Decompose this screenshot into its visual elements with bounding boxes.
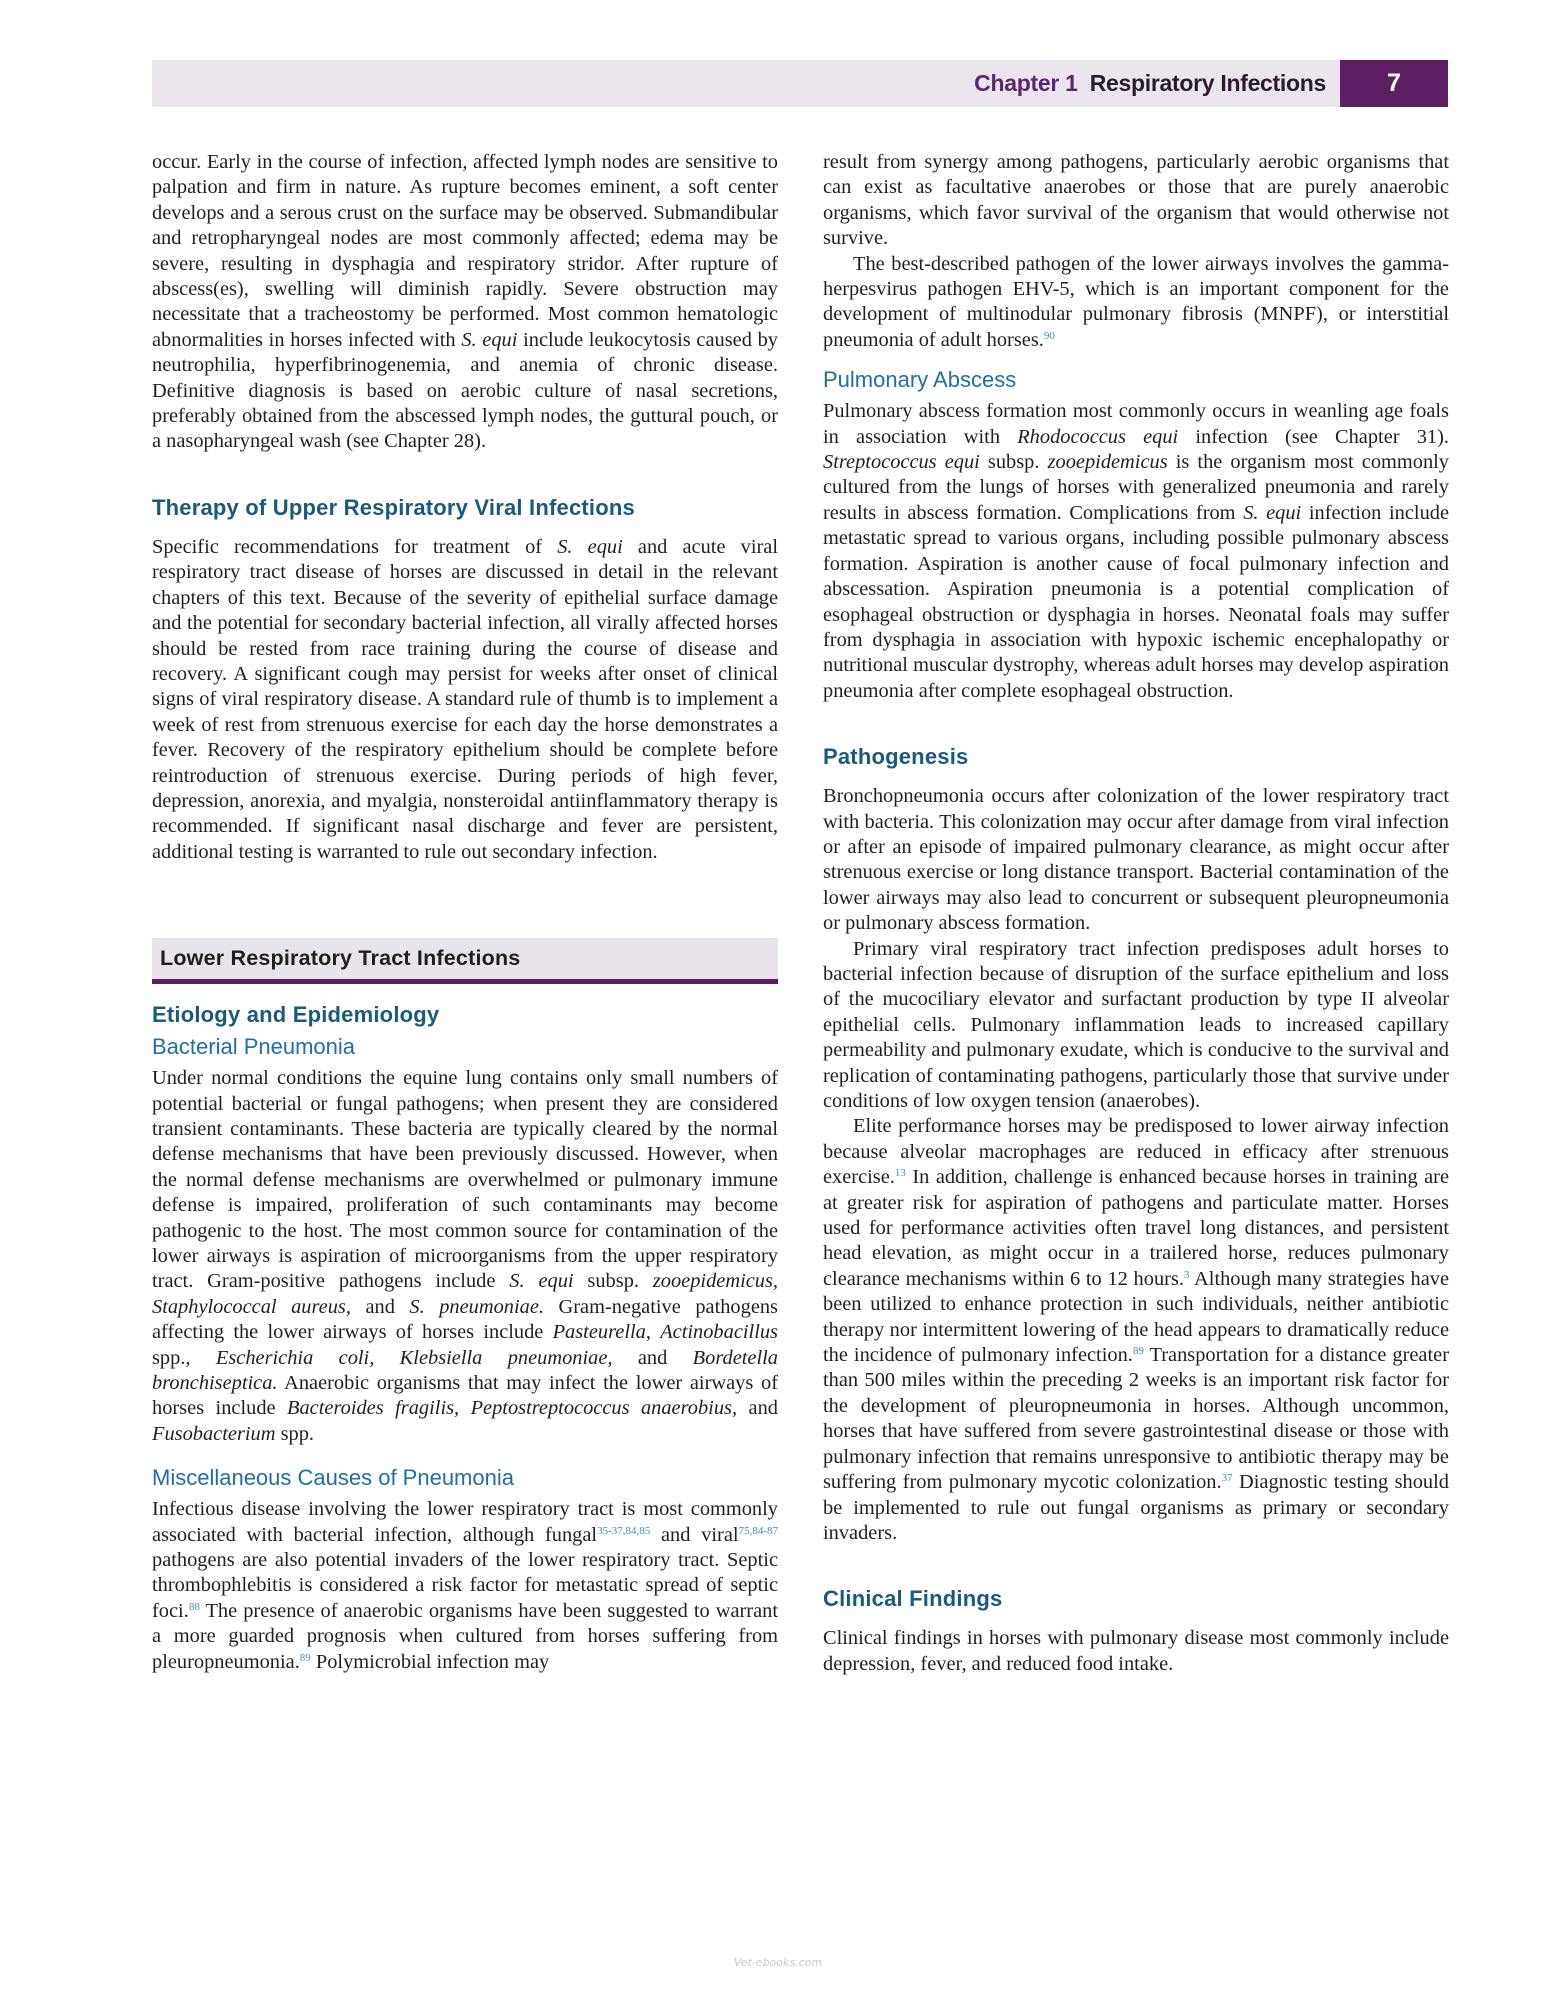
paragraph-ehv5: The best-described pathogen of the lower airways involves the gamma-herpesvirus pathogen EHV-5, which is an important component for the development of multinodular pulmonary fibrosis (MNPF), or interstitial pneumonia of adult horses.$^{90}$ (823, 252, 1449, 351)
paragraph-therapy: Specific recommendations for treatment of S. equi and acute viral respiratory tract disease of horses are discussed in detail in the relevant chapters of this text. Because of the severity of epithelial surface damage and the potential for secondary bacterial infection, all virally affected horses should be rested from race training during the course of disease and recovery. A significant cough may persist for weeks after onset of clinical signs of viral respiratory disease. A standard rule of thumb is to implement a week of rest from strenuous exercise for each day the horse demonstrates a fever. Recovery of the respiratory epithelium should be complete before reintroduction of strenuous exercise. During periods of high fever, depression, anorexia, and myalgia, nonsteroidal antiinflammatory therapy is recommended. If significant nasal discharge and fever are persistent, additional testing is warranted to rule out secondary infection. (152, 535, 778, 863)
paragraph-polymicrobial-continued: result from synergy among pathogens, particularly aerobic organisms that can exist as facultative anaerobes or those that are purely anaerobic organisms, which favor survival of the organism that would otherwise not survive. (823, 151, 1449, 250)
paragraph-pathogenesis-2: Primary viral respiratory tract infection predisposes adult horses to bacterial infection because of disruption of the surface epithelium and loss of the mucociliary elevator and surfactant production by type II alveolar epithelial cells. Pulmonary inflammation leads to increased capillary permeability and pulmonary exudate, which is conducive to the survival and replication of contaminating pathogens, particularly those that survive under conditions of low oxygen tension (anaerobes). (823, 937, 1449, 1112)
heading-therapy: Therapy of Upper Respiratory Viral Infections (152, 494, 635, 520)
citation[interactable]: 13 (894, 1167, 906, 1180)
paragraph-misc-causes: Infectious disease involving the lower respiratory tract is most commonly associated with bacterial infection, although fungal$^{35-37,84,85}$ and viral$^{75,84-87}$ pathogens are also potential invaders of the lower respiratory tract. Septic thrombophlebitis is considered a risk factor for metastatic spread of septic foci.$^{88}$ The presence of anaerobic organisms have been suggested to warrant a more guarded prognosis when cultured from horses suffering from pleuropneumonia.$^{89}$ Polymicrobial infection may (152, 1498, 778, 1673)
citation[interactable]: 37 (1221, 1472, 1233, 1485)
running-header (152, 60, 1448, 107)
paragraph-clinical-findings: Clinical findings in horses with pulmonary disease most commonly include depression, fever, and reduced food intake. (823, 1627, 1449, 1675)
chapter-label: Chapter 1 (974, 70, 1078, 96)
left-column (152, 150, 778, 1675)
page-number: 7 (1340, 60, 1448, 107)
running-header-title (974, 60, 1326, 107)
paragraph-pathogenesis-1: Bronchopneumonia occurs after colonization of the lower respiratory tract with bacteria. This colonization may occur after damage from viral infection or after an episode of impaired pulmonary clearance, as might occur after strenuous exercise or long distance transport. Bacterial contamination of the lower airways may also lead to concurrent or subsequent pleuropneumonia or pulmonary abscess formation. (823, 785, 1449, 935)
citation[interactable]: 88 (188, 1600, 200, 1613)
heading-misc-causes: Miscellaneous Causes of Pneumonia (152, 1465, 514, 1491)
heading-pathogenesis: Pathogenesis (823, 744, 969, 770)
section-band-lower-respiratory: Lower Respiratory Tract Infections (152, 938, 778, 984)
heading-pulmonary-abscess: Pulmonary Abscess (823, 367, 1017, 393)
citation[interactable]: 35-37,84,85 (597, 1524, 651, 1537)
chapter-title: Respiratory Infections (1089, 70, 1326, 96)
paragraph-pathogenesis-3: Elite performance horses may be predisposed to lower airway infection because alveolar macrophages are reduced in efficacy after strenuous exercise.$^{13}$ In addition, challenge is enhanced because horses in training are at greater risk for aspiration of pathogens and particulate matter. Horses used for performance activities often travel long distances, and persistent head elevation, as might occur in a trailered horse, reduces pulmonary clearance mechanisms within 6 to 12 hours.$^3$ Although many strategies have been utilized to enhance protection in such individuals, neither antibiotic therapy nor intermittent lowering of the head appears to dramatically reduce the incidence of pulmonary infection.$^{89}$ Transportation for a distance greater than 500 miles within the preceding 2 weeks is an important risk factor for the development of pleuropneumonia in horses. Although uncommon, horses that have suffered from severe gastrointestinal disease or those with pulmonary infection that remains unresponsive to antibiotic therapy may be suffering from pulmonary mycotic colonization.$^{37}$ Diagnostic testing should be implemented to rule out fungal organisms as primary or secondary invaders. (823, 1115, 1449, 1544)
citation[interactable]: 3 (1183, 1268, 1190, 1281)
right-column (823, 150, 1449, 1677)
paragraph-lymph-nodes: occur. Early in the course of infection, affected lymph nodes are sensitive to palpation and firm in nature. As rupture becomes eminent, a soft center develops and a serous crust on the surface may be observed. Submandibular and retropharyngeal nodes are most commonly affected; edema may be severe, resulting in dysphagia and respiratory stridor. After rupture of abscess(es), swelling will diminish rapidly. Severe obstruction may necessitate that a tracheostomy be performed. Most common hematologic abnormalities in horses infected with S. equi include leukocytosis caused by neutrophilia, hyperfibrinogenemia, and anemia of chronic disease. Definitive diagnosis is based on aerobic culture of nasal secretions, preferably obtained from the abscessed lymph nodes, the guttural pouch, or a nasopharyngeal wash (see Chapter 28). (152, 151, 778, 453)
citation[interactable]: 89 (299, 1651, 311, 1664)
citation[interactable]: 75,84-87 (738, 1524, 778, 1537)
paragraph-bacterial-pneumonia: Under normal conditions the equine lung contains only small numbers of potential bacterial or fungal pathogens; when present they are considered transient contaminants. These bacteria are typically cleared by the normal defense mechanisms that have been previously discussed. However, when the normal defense mechanisms are overwhelmed or pulmonary immune defense is impaired, proliferation of such contaminants may become pathogenic to the host. The most common source for contamination of the lower airways is aspiration of microorganisms from the upper respiratory tract. Gram-positive pathogens include S. equi subsp. zooepidemicus, Staphylococcal aureus, and S. pneumoniae. Gram-negative pathogens affecting the lower airways of horses include Pasteurella, Actinobacillus spp., Escherichia coli, Klebsiella pneumoniae, and Bordetella bronchiseptica. Anaerobic organisms that may infect the lower airways of horses include Bacteroides fragilis, Peptostreptococcus anaerobius, and Fusobacterium spp. (152, 1067, 779, 1445)
heading-etiology: Etiology and Epidemiology (152, 1002, 440, 1028)
citation[interactable]: 89 (1132, 1345, 1144, 1358)
paragraph-pulmonary-abscess: Pulmonary abscess formation most commonly occurs in weanling age foals in association with Rhodococcus equi infection (see Chapter 31). Streptococcus equi subsp. zooepidemicus is the organism most commonly cultured from the lungs of horses with generalized pneumonia and rarely results in abscess formation. Complications from S. equi infection include metastatic spread to various organs, including possible pulmonary abscess formation. Aspiration is another cause of focal pulmonary infection and abscessation. Aspiration pneumonia is a potential complication of esophageal obstruction or dysphagia in horses. Neonatal foals may suffer from dysphagia in association with hypoxic ischemic encephalopathy or nutritional muscular dystrophy, whereas adult horses may develop aspiration pneumonia after complete esophageal obstruction. (823, 400, 1450, 702)
watermark: Vet-ebooks.com (733, 1956, 823, 1969)
heading-bacterial-pneumonia: Bacterial Pneumonia (152, 1034, 356, 1060)
heading-clinical-findings: Clinical Findings (823, 1586, 1003, 1612)
citation[interactable]: 90 (1043, 329, 1055, 342)
